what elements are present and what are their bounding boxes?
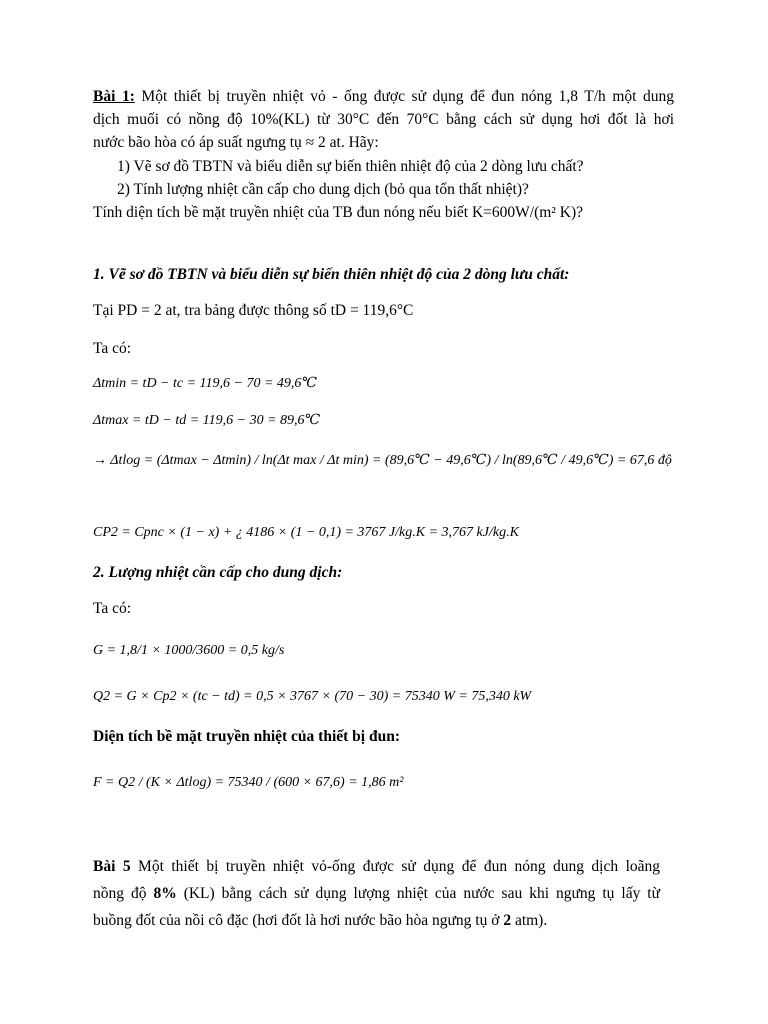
equation-dtmin: Δtmin = tD − tc = 119,6 − 70 = 49,6℃ — [93, 376, 318, 391]
problem5-text1: Một thiết bị truyền nhiệt vỏ-ống được sử dụng để đun nóng dung dịch loãng — [130, 858, 660, 875]
problem5-text3a: buồng đốt của nồi cô đặc (hơi đốt là hơi nước bão hòa ngưng tụ ở — [93, 912, 504, 929]
equation-dtmax: Δtmax = tD − td = 119,6 − 30 = 89,6℃ — [93, 413, 321, 428]
problem5-line3 — [93, 912, 547, 930]
section3-heading: Diện tích bề mặt truyền nhiệt của thiết bị đun: — [93, 728, 400, 745]
problem1-item1: 1) Vẽ sơ đồ TBTN và biểu diễn sự biến thiên nhiệt độ của 2 dòng lưu chất? — [117, 158, 584, 175]
problem5-text2a: nồng độ — [93, 885, 154, 902]
problem5-label: Bài 5 — [93, 858, 131, 875]
problem1-text1: Một thiết bị truyền nhiệt vỏ - ống được sử dụng để đun nóng 1,8 T/h một dung — [134, 88, 674, 105]
section2-ta-co: Ta có: — [93, 600, 132, 617]
problem1-line4: Tính diện tích bề mặt truyền nhiệt của TB đun nóng nếu biết K=600W/(m² K)? — [93, 204, 584, 221]
equation-g: G = 1,8/1 × 1000/3600 = 0,5 kg/s — [93, 643, 285, 658]
equation-f: F = Q2 / (K × Δtlog) = 75340 / (600 × 67,6) = 1,86 m² — [93, 775, 404, 790]
problem1-line3: nước bão hòa có áp suất ngưng tụ ≈ 2 at. Hãy: — [93, 134, 379, 151]
problem1-label: Bài 1: — [93, 88, 135, 105]
problem5-text3c: atm). — [511, 912, 548, 929]
problem1-item2: 2) Tính lượng nhiệt cần cấp cho dung dịch (bỏ qua tổn thất nhiệt)? — [117, 181, 529, 198]
section1-heading: 1. Vẽ sơ đồ TBTN và biểu diễn sự biến thiên nhiệt độ của 2 dòng lưu chất: — [93, 266, 570, 283]
problem1-line1 — [93, 88, 674, 106]
problem5-line2 — [93, 885, 660, 903]
section1-lookup: Tại PD = 2 at, tra bảng được thông số tD = 119,6°C — [93, 302, 414, 319]
problem5-pressure: 2 — [503, 912, 512, 929]
equation-dtlog: → Δtlog = (Δtmax − Δtmin) / ln(Δt max / Δt min) = (89,6℃ − 49,6℃) / ln(89,6℃ / 49,6℃) = 67,6 độ — [93, 453, 672, 468]
problem5-line1 — [93, 858, 660, 876]
problem1-line2 — [93, 111, 674, 129]
equation-cp: CP2 = Cpnc × (1 − x) + ¿ 4186 × (1 − 0,1) = 3767 J/kg.K = 3,767 kJ/kg.K — [93, 525, 519, 540]
section1-ta-co: Ta có: — [93, 340, 132, 357]
problem5-concentration: 8% — [153, 885, 177, 902]
problem1-text2: dịch muối có nồng độ 10%(KL) từ 30°C đến 70°C bằng cách sử dụng hơi đốt là hơi — [93, 111, 674, 128]
problem5-text2c: (KL) bằng cách sử dụng lượng nhiệt của nước sau khi ngưng tụ lấy từ — [176, 885, 661, 902]
equation-q2: Q2 = G × Cp2 × (tc − td) = 0,5 × 3767 × (70 − 30) = 75340 W = 75,340 kW — [93, 689, 532, 704]
section2-heading: 2. Lượng nhiệt cần cấp cho dung dịch: — [93, 564, 343, 581]
